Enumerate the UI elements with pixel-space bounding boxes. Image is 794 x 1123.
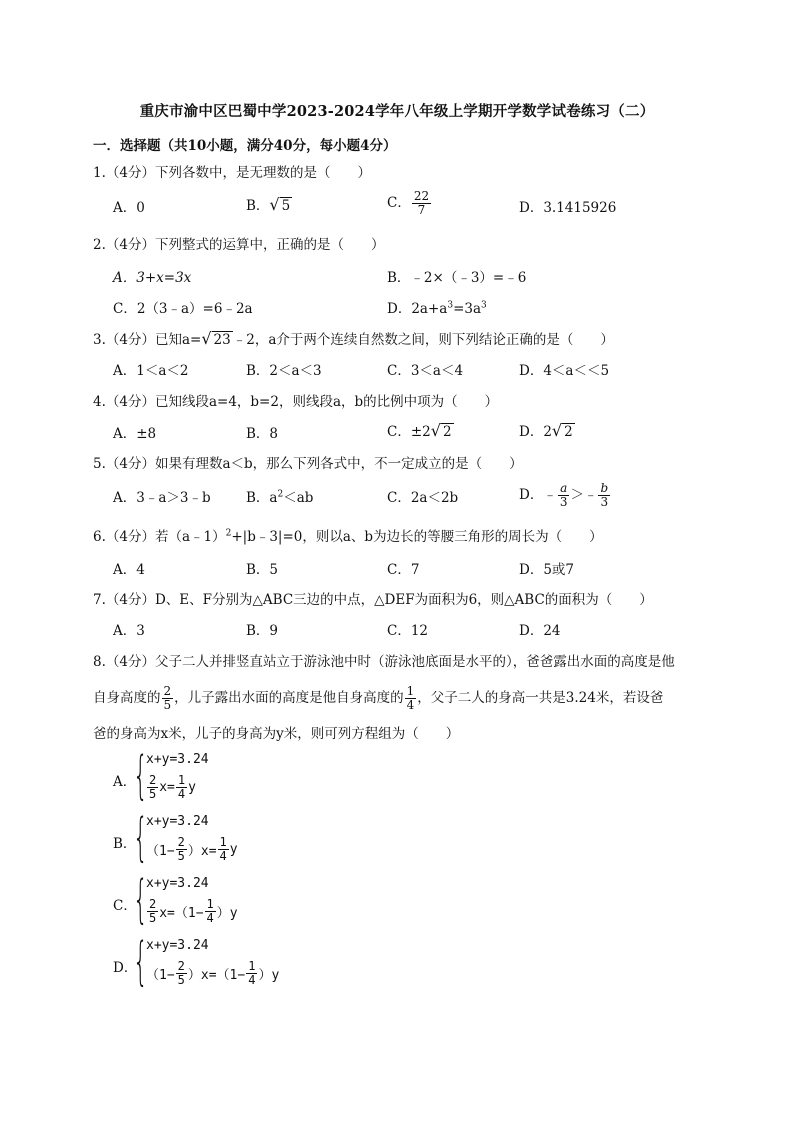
q3-stem-pre: 3.（4分）已知a= xyxy=(93,332,202,348)
exponent: 2 xyxy=(277,489,284,500)
sqrt-symbol: √ 2 xyxy=(551,421,573,440)
q4-option-b[interactable]: B．8 xyxy=(246,426,279,442)
q8-text: ，儿子露出水面的高度是他自身高度的 xyxy=(174,690,404,706)
q7-option-b[interactable]: B．9 xyxy=(246,623,279,639)
left-brace: { xyxy=(133,808,148,868)
numerator: 22 xyxy=(413,189,430,203)
eq-text: （1− xyxy=(146,968,175,983)
denominator: 4 xyxy=(206,911,214,925)
q7-option-d[interactable]: D．24 xyxy=(519,623,561,639)
eq-text: y xyxy=(229,842,238,857)
q1-option-a[interactable]: A．0 xyxy=(113,200,145,216)
question-3-stem xyxy=(93,330,614,350)
option-label: A． xyxy=(113,774,137,790)
fraction xyxy=(147,898,158,925)
question-4-stem: 4.（4分）已知线段a=4，b=2，则线段a，b的比例中项为（ ） xyxy=(93,394,499,410)
denominator: 5 xyxy=(149,787,157,801)
numerator: 1 xyxy=(248,959,256,973)
denominator: 4 xyxy=(219,849,227,863)
q3-option-a[interactable]: A．1＜a＜2 xyxy=(113,363,189,379)
equation-1: x+y=3.24 xyxy=(146,938,209,953)
numerator: 1 xyxy=(206,897,214,911)
denominator: 5 xyxy=(149,911,157,925)
numerator: b xyxy=(600,481,609,495)
q3-option-d[interactable]: D．4＜a＜＜5 xyxy=(519,363,610,379)
question-7-stem: 7.（4分）D、E、F分别为△ABC三边的中点，△DEF为面积为6，则△ABC的面积为（ ） xyxy=(93,592,653,608)
fraction xyxy=(598,482,610,509)
option-label: C． xyxy=(113,898,137,914)
exponent: 3 xyxy=(481,300,487,311)
q4-option-a[interactable]: A．±8 xyxy=(113,426,157,442)
q4-c-label: C．±2 xyxy=(387,424,431,440)
option-label: B． xyxy=(113,836,137,852)
q3-option-b[interactable]: B．2＜a＜3 xyxy=(246,363,322,379)
equation-2 xyxy=(146,898,238,925)
q1-option-c-label: C． xyxy=(387,195,411,211)
fraction xyxy=(147,774,158,801)
q1-option-b[interactable] xyxy=(246,196,292,216)
fraction xyxy=(246,960,257,987)
q4-d-radicand: 2 xyxy=(564,424,573,440)
denominator: 4 xyxy=(406,697,415,712)
q6-stem-pre: 6.（4分）若（a﹣1） xyxy=(93,529,226,545)
q1-option-d[interactable]: D．3.1415926 xyxy=(519,200,617,216)
denominator: 4 xyxy=(248,973,256,987)
eq-text: ）y xyxy=(216,906,238,921)
q6-option-d[interactable]: D．5或7 xyxy=(519,562,575,578)
page-title: 重庆市渝中区巴蜀中学2023-2024学年八年级上学期开学数学试卷练习（二） xyxy=(139,103,655,120)
q5-b-text: B．a xyxy=(246,490,278,506)
q6-option-b[interactable]: B．5 xyxy=(246,562,279,578)
denominator: 4 xyxy=(177,787,186,801)
q1-option-b-label: B． xyxy=(246,198,270,214)
numerator: 2 xyxy=(149,897,157,911)
numerator: 1 xyxy=(177,773,186,787)
equation-1: x+y=3.24 xyxy=(146,752,209,767)
q2-option-d[interactable] xyxy=(387,299,487,319)
question-8-line-1: 8.（4分）父子二人并排竖直站立于游泳池中时（游泳池底面是水平的），爸爸露出水面的高度是他 xyxy=(93,654,675,670)
q4-c-radicand: 2 xyxy=(442,424,452,440)
q3-option-c[interactable]: C．3＜a＜4 xyxy=(387,363,464,379)
eq-text: x= xyxy=(159,780,175,795)
fraction xyxy=(218,836,229,863)
option-label: D． xyxy=(113,960,138,976)
denominator: 5 xyxy=(163,697,172,712)
denominator: 3 xyxy=(600,495,609,509)
denominator: 7 xyxy=(417,203,426,217)
question-5-stem: 5.（4分）如果有理数a＜b，那么下列各式中，不一定成立的是（ ） xyxy=(93,456,523,472)
q6-option-a[interactable]: A．4 xyxy=(113,562,145,578)
equation-2 xyxy=(146,836,238,863)
question-1-stem: 1.（4分）下列各数中，是无理数的是（ ） xyxy=(93,165,371,181)
q7-option-c[interactable]: C．12 xyxy=(387,623,429,639)
fraction xyxy=(162,685,174,712)
exponent: 3 xyxy=(447,300,454,311)
eq-text: （1− xyxy=(146,844,175,859)
eq-text: x=（1− xyxy=(159,906,204,921)
q1-radicand: 5 xyxy=(281,198,291,214)
fraction xyxy=(176,836,187,863)
denominator: 5 xyxy=(177,973,185,987)
eq-text: ）x= xyxy=(187,844,217,859)
minus-sign: ﹣ xyxy=(543,487,557,503)
equation-1: x+y=3.24 xyxy=(146,814,209,829)
fraction xyxy=(176,774,187,801)
sqrt-symbol: √ 2 xyxy=(430,421,452,440)
question-8-line-2 xyxy=(93,684,663,712)
sqrt-symbol: √ 5 xyxy=(269,195,291,214)
left-brace: { xyxy=(133,746,148,806)
q5-option-b[interactable] xyxy=(246,488,313,508)
q3-stem-post: ﹣2，a介于两个连续自然数之间，则下列结论正确的是（ ） xyxy=(232,332,614,348)
q2-option-b[interactable]: B．﹣2×（﹣3）=﹣6 xyxy=(387,270,527,286)
q4-d-label: D．2 xyxy=(519,424,552,440)
denominator: 3 xyxy=(559,495,568,509)
exponent: 2 xyxy=(225,528,232,539)
q7-option-a[interactable]: A．3 xyxy=(113,623,145,639)
numerator: 2 xyxy=(149,773,157,787)
q1-option-c[interactable] xyxy=(387,190,432,217)
question-2-stem: 2.（4分）下列整式的运算中，正确的是（ ） xyxy=(93,237,385,253)
greater-than: ＞ xyxy=(570,487,584,503)
q2-option-c[interactable]: C．2（3﹣a）=6﹣2a xyxy=(113,301,253,317)
numerator: a xyxy=(560,481,568,495)
q5-option-a[interactable]: A．3﹣a＞3﹣b xyxy=(113,490,211,506)
q6-stem-post: +|b﹣3|=0，则以a、b为边长的等腰三角形的周长为（ ） xyxy=(231,529,603,545)
numerator: 2 xyxy=(177,959,185,973)
numerator: 1 xyxy=(219,835,227,849)
equation-2 xyxy=(146,774,196,801)
q5-option-d[interactable] xyxy=(519,482,611,509)
left-brace: { xyxy=(133,932,148,992)
numerator: 1 xyxy=(406,683,415,698)
equation-2 xyxy=(146,960,279,987)
q8-text: ，父子二人的身高一共是3.24米，若设爸 xyxy=(417,690,664,706)
question-8-line-3: 爸的身高为x米，儿子的身高为y米，则可列方程组为（ ） xyxy=(93,726,460,742)
q5-d-label: D． xyxy=(519,487,544,503)
denominator: 5 xyxy=(177,849,185,863)
q8-text: 自身高度的 xyxy=(93,690,161,706)
fraction xyxy=(176,960,187,987)
sqrt-symbol: √ 23 xyxy=(201,329,231,348)
fraction xyxy=(412,190,431,217)
q5-b-text2: ＜ab xyxy=(283,490,314,506)
equation-1: x+y=3.24 xyxy=(146,876,209,891)
fraction xyxy=(405,685,417,712)
eq-text: ）y xyxy=(258,968,280,983)
question-6-stem xyxy=(93,527,603,547)
numerator: 2 xyxy=(163,683,172,698)
eq-text: ）x=（1− xyxy=(187,968,246,983)
left-brace: { xyxy=(133,870,148,930)
q4-option-d[interactable] xyxy=(519,422,575,442)
section-heading: 一．选择题（共10小题，满分40分，每小题4分） xyxy=(93,138,397,154)
minus-sign: ﹣ xyxy=(583,487,598,503)
numerator: 2 xyxy=(177,835,185,849)
fraction xyxy=(558,482,570,509)
q6-option-c[interactable]: C．7 xyxy=(387,562,420,578)
q5-option-c[interactable]: C．2a＜2b xyxy=(387,490,459,506)
q4-option-c[interactable] xyxy=(387,422,454,442)
q3-radicand: 23 xyxy=(213,332,231,348)
fraction xyxy=(205,898,216,925)
q2-option-a[interactable]: A．3+x=3x xyxy=(113,270,192,286)
eq-text: y xyxy=(188,780,196,795)
q2-d-text2: =3a xyxy=(453,301,482,317)
q2-d-text: D．2a+a xyxy=(387,301,448,317)
